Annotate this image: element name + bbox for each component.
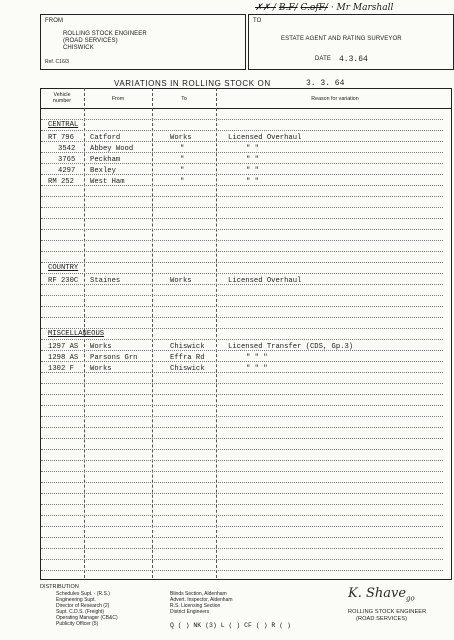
distribution-item: R.S. Licensing Section [170,603,221,609]
vehicle-number: 3765 [58,156,76,164]
form-title: VARIATIONS IN ROLLING STOCK ON [114,79,271,88]
from-depot: Peckham [90,156,121,164]
to-destination: " [180,156,185,164]
to-label: TO [253,18,262,24]
variation-reason: Licensed Transfer (CDS, Gp.3) [228,343,354,351]
date-value: 4.3.64 [339,55,368,64]
from-line-3: CHISWICK [63,45,94,51]
from-depot: Staines [90,277,121,285]
distribution-item: Advert. Inspector, Aldenham [170,597,233,603]
from-label: FROM [45,18,64,24]
variation-reason: Licensed Overhaul [228,277,302,285]
signature-name: K. Shave [348,586,407,601]
section-heading-central: CENTRAL [48,121,79,129]
from-depot: Works [90,343,112,351]
table-row [0,343,454,353]
distribution-label: DISTRIBUTION [40,584,79,590]
vehicle-number: RT 796 [48,134,74,142]
variation-reason: Licensed Overhaul [228,134,302,142]
form-title-date: 3. 3. 64 [306,79,345,88]
variation-reason: " " " [246,354,268,362]
distribution-item: Director of Research (2) [56,603,110,609]
signature-suffix: go [406,594,415,603]
from-line-2: (ROAD SERVICES) [63,38,118,44]
to-destination: Chiswick [170,343,205,351]
vehicle-number: RM 252 [48,178,74,186]
reference-number: Ref. C16/3 [45,59,69,65]
column-header-vehicle: Vehicle number [53,92,71,104]
date-label: DATE [315,56,331,62]
from-box [40,14,246,70]
column-header-from: From [111,96,125,102]
to-box [248,3,454,70]
variation-reason: " " [246,167,259,175]
distribution-list-1 [56,591,118,627]
from-depot: Abbey Wood [90,145,134,153]
to-destination: " [180,178,185,186]
distribution-item: Publicity Officer (5) [56,621,99,627]
vehicle-number: 1297 AS [48,343,79,351]
vehicle-number: RF 230C [48,277,79,285]
table-row [0,365,454,375]
table-row [0,145,454,155]
from-line-1: ROLLING STOCK ENGINEER [63,31,147,37]
table-row [0,156,454,166]
signature [348,586,415,603]
variation-reason: " " [246,178,259,186]
table-row [0,178,454,188]
from-depot: West Ham [90,178,125,186]
vehicle-number: 1298 AS [48,354,79,362]
signatory-title: ROLLING STOCK ENGINEER [348,609,427,615]
from-depot: Catford [90,134,121,142]
table-row [0,277,454,287]
vehicle-number: 4297 [58,167,76,175]
variation-reason: " " [246,156,259,164]
section-heading-country: COUNTRY [48,264,79,272]
distribution-item: District Engineers [170,609,210,615]
table-row [0,354,454,364]
distribution-item: Operating Manager (CB&C) [56,615,118,621]
variation-reason: " " " [246,365,268,373]
to-destination: Effra Rd [170,354,205,362]
handwritten-addressee: ✗✗ / B.F/ C.ofF/ · Mr Marshall [255,3,394,13]
to-destination: " [180,167,185,175]
column-header-reason: Reason for variation [311,96,359,102]
distribution-item: Blinds Section, Aldenham [170,591,227,597]
vehicle-number: 1302 F [48,365,74,373]
from-depot: Works [90,365,112,373]
table-row [0,167,454,177]
distribution-item: Supt. C.D.S. (Freight) [56,609,105,615]
to-destination: Works [170,277,192,285]
vehicle-number: 3542 [58,145,76,153]
column-header-to: To [181,96,187,102]
variation-reason: " " [246,145,259,153]
from-depot: Parsons Grn [90,354,138,362]
distribution-list-2 [170,591,233,615]
to-destination: Chiswick [170,365,205,373]
header-divider [41,108,451,109]
distribution-item: Schedules Supt. - (R.S.) [56,591,110,597]
to-destination: " [180,145,185,153]
to-name: ESTATE AGENT AND RATING SURVEYOR [281,36,402,42]
table-row [0,134,454,144]
distribution-item: Engineering Supt. [56,597,96,603]
distribution-codes: Q ( ) NK (3) L ( ) CF ( ) R ( ) [170,622,291,629]
section-heading-miscellaneous: MISCELLANEOUS [48,330,105,338]
from-depot: Bexley [90,167,116,175]
signatory-department: (ROAD SERVICES) [356,616,408,622]
to-destination: Works [170,134,192,142]
